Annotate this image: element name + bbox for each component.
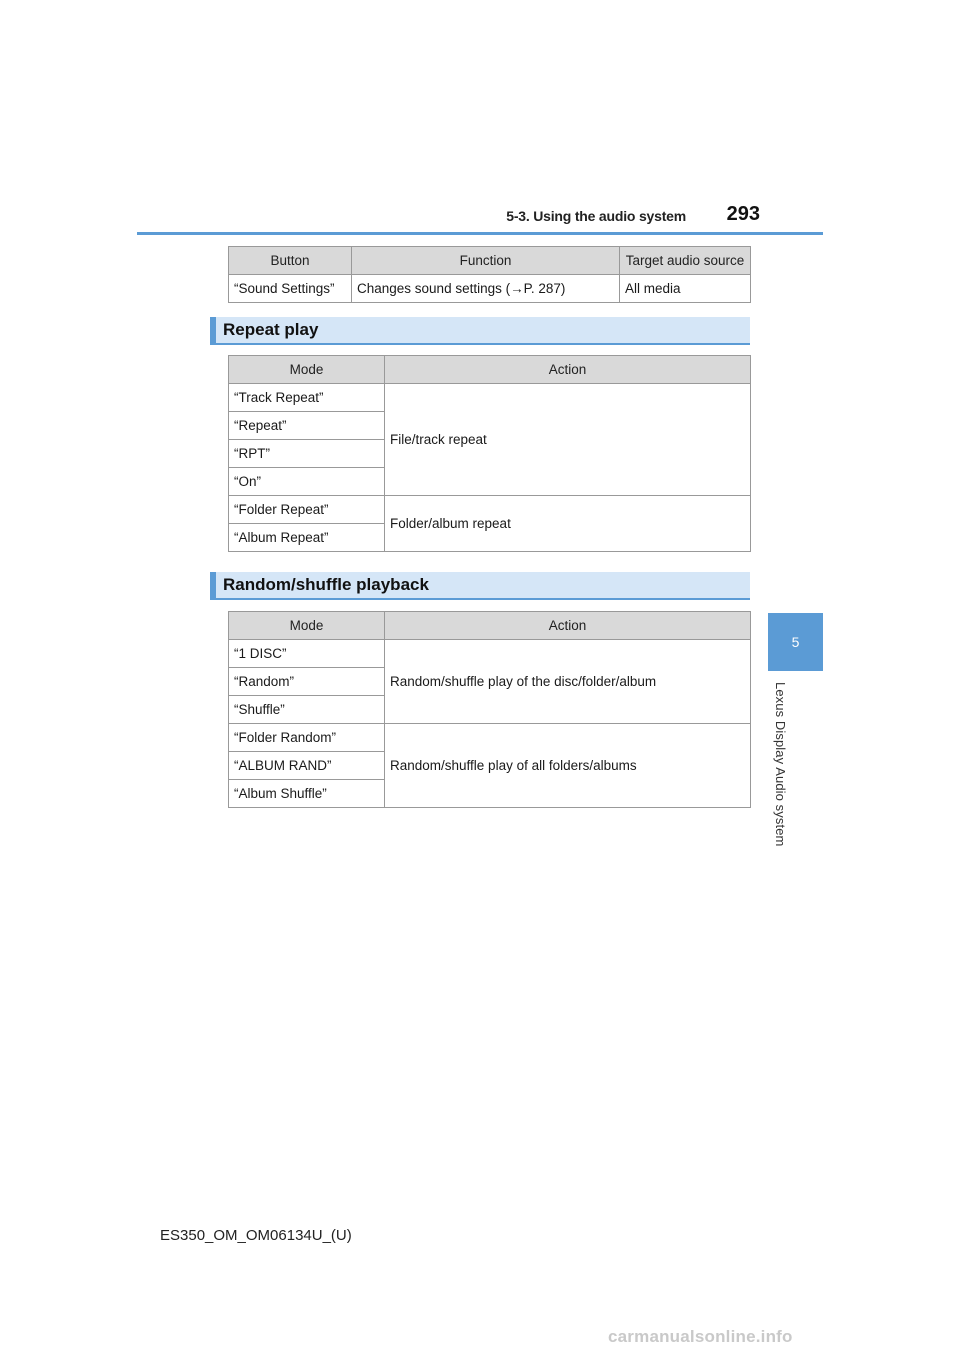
random-playback-table <box>228 611 751 808</box>
mode-cell: “1 DISC” <box>229 640 385 668</box>
mode-cell: “On” <box>229 468 385 496</box>
column-header: Function <box>352 247 620 275</box>
mode-cell: “Folder Repeat” <box>229 496 385 524</box>
mode-cell: “RPT” <box>229 440 385 468</box>
column-header: Action <box>385 356 751 384</box>
table-cell: Changes sound settings (→P. 287) <box>352 275 620 303</box>
repeat-play-table <box>228 355 751 552</box>
button-function-table <box>228 246 751 303</box>
section-heading-random <box>210 572 750 600</box>
column-header: Button <box>229 247 352 275</box>
table-header-row <box>229 356 751 384</box>
section-heading-repeat <box>210 317 750 345</box>
section-title: 5-3. Using the audio system <box>506 208 686 224</box>
section-heading-text: Repeat play <box>223 320 319 339</box>
mode-cell: “Repeat” <box>229 412 385 440</box>
page-number: 293 <box>726 203 760 225</box>
table-cell: “Sound Settings” <box>229 275 352 303</box>
column-header: Action <box>385 612 751 640</box>
column-header: Target audio source <box>620 247 751 275</box>
header-divider <box>137 232 823 235</box>
mode-cell: “Album Shuffle” <box>229 780 385 808</box>
table-header-row <box>229 247 751 275</box>
table-row <box>229 496 751 524</box>
section-heading-text: Random/shuffle playback <box>223 575 429 594</box>
mode-cell: “Folder Random” <box>229 724 385 752</box>
mode-cell: “ALBUM RAND” <box>229 752 385 780</box>
document-code: ES350_OM_OM06134U_(U) <box>160 1227 352 1244</box>
mode-cell: “Album Repeat” <box>229 524 385 552</box>
column-header: Mode <box>229 612 385 640</box>
mode-cell: “Shuffle” <box>229 696 385 724</box>
table-row <box>229 275 751 303</box>
mode-cell: “Random” <box>229 668 385 696</box>
table-row <box>229 384 751 412</box>
chapter-tab <box>768 613 823 671</box>
action-cell: Random/shuffle play of all folders/albums <box>385 724 751 808</box>
action-cell: File/track repeat <box>385 384 751 496</box>
action-cell: Random/shuffle play of the disc/folder/album <box>385 640 751 724</box>
table-row <box>229 724 751 752</box>
chapter-side-label: Lexus Display Audio system <box>773 682 788 847</box>
mode-cell: “Track Repeat” <box>229 384 385 412</box>
chapter-number: 5 <box>791 634 800 650</box>
table-row <box>229 640 751 668</box>
table-header-row <box>229 612 751 640</box>
watermark-text: carmanualsonline.info <box>608 1327 793 1346</box>
table-cell: All media <box>620 275 751 303</box>
action-cell: Folder/album repeat <box>385 496 751 552</box>
column-header: Mode <box>229 356 385 384</box>
